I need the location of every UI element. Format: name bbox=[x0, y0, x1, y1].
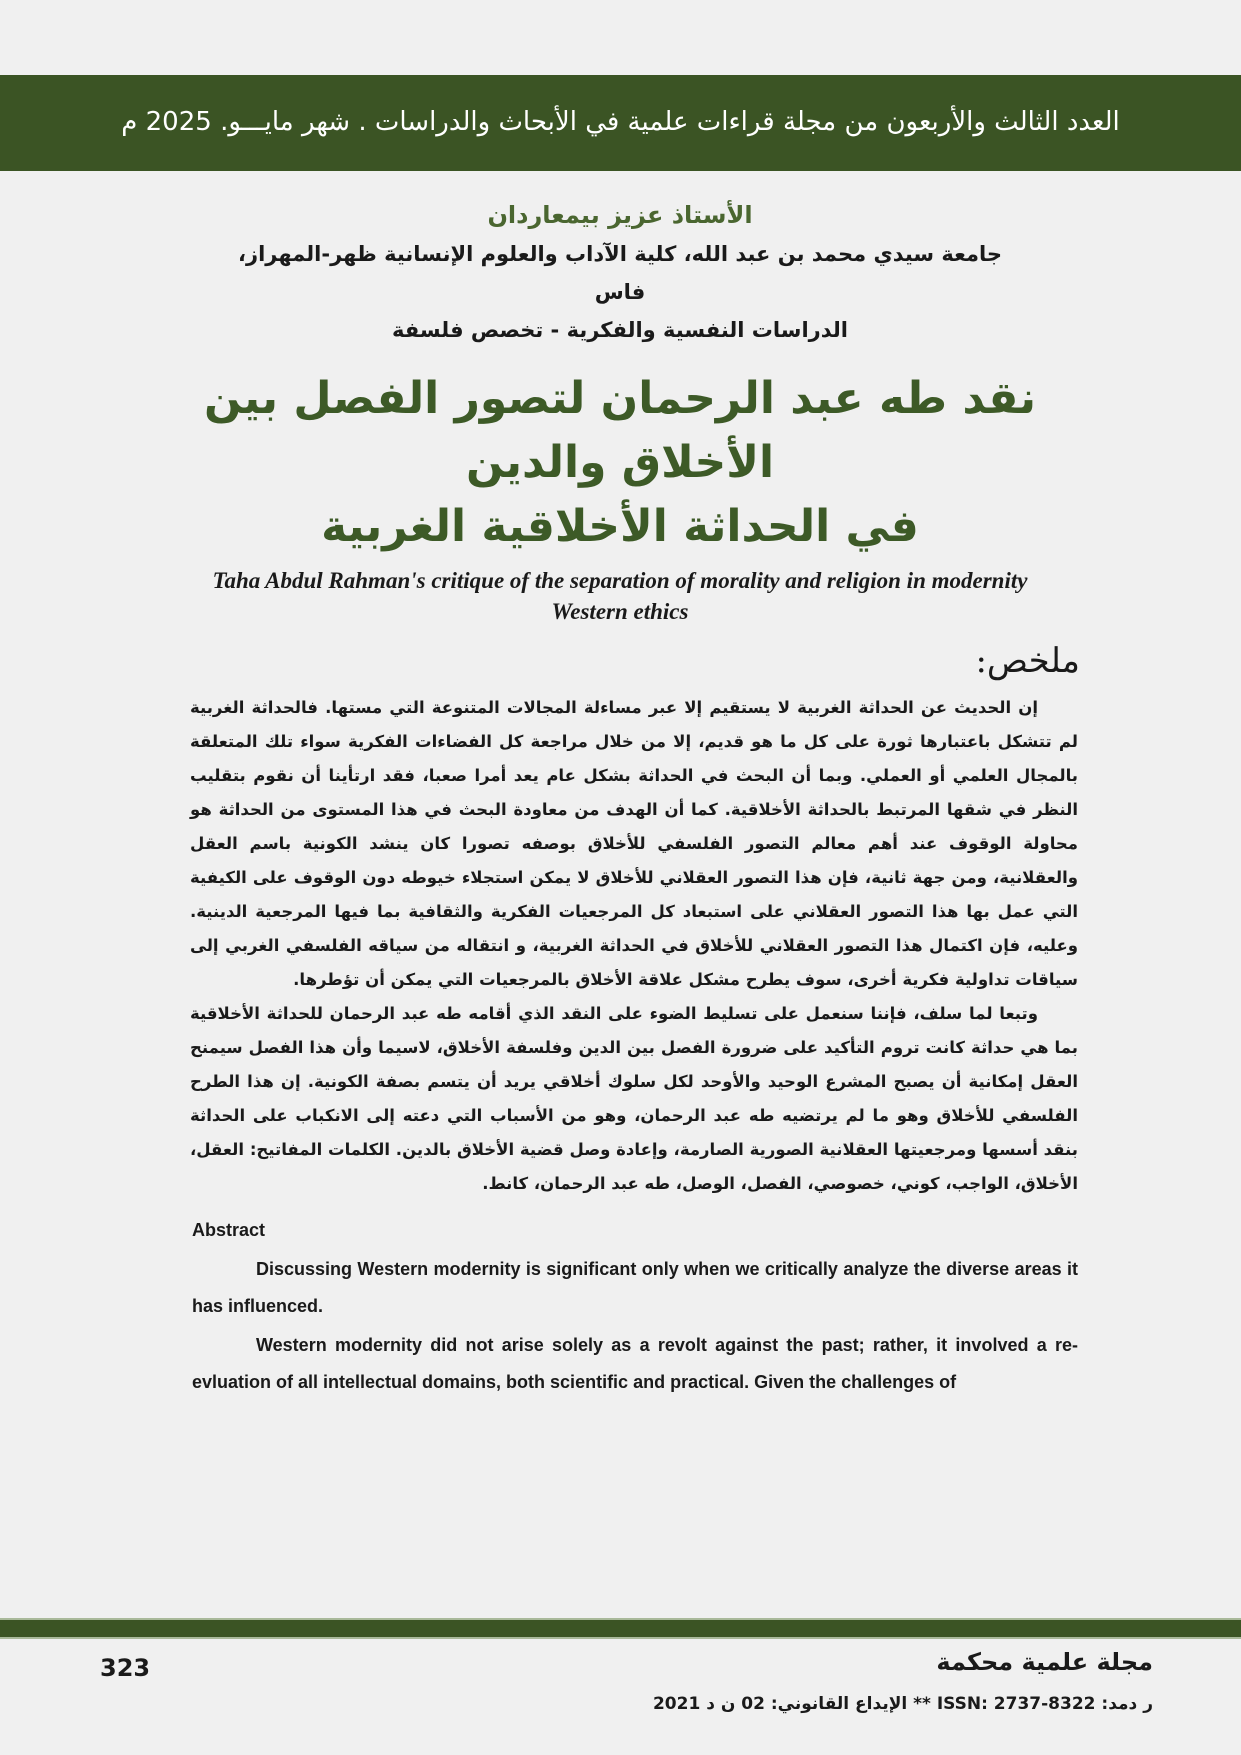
title-line-1: نقد طه عبد الرحمان لتصور الفصل بين الأخلاق والدين bbox=[203, 373, 1037, 488]
journal-header-band bbox=[0, 75, 1241, 171]
abstract-en bbox=[192, 1251, 1078, 1403]
affiliation: جامعة سيدي محمد بن عبد الله، كلية الآداب والعلوم الإنسانية ظهر-المهراز، bbox=[238, 242, 1002, 266]
page-number: 323 bbox=[100, 1654, 151, 1682]
paragraph: إن الحديث عن الحداثة الغربية لا يستقيم إلا عبر مساءلة المجالات المتنوعة التي مستها. فالحداثة الغربية لم تتشكل باعتبارها ثورة على كل ما هو قديم، إلا من خلال مراجعة كل الفضاءات الفكرية سواء تلك المتعلقة بالمجال العلمي أو العملي. وبما أن البحث في الحداثة بشكل عام يعد أمرا صعبا، فقد ارتأينا أن نقوم بتقليب النظر في شقها المرتبط بالحداثة الأخلاقية. كما أن الهدف من معاودة البحث في هذا المستوى من الحداثة هو محاولة الوقوف عند أهم معالم التصور الفلسفي للأخلاق بوصفه تصورا كان ينشد الكونية باسم العقل والعقلانية، ومن جهة ثانية، فإن هذا التصور العقلاني للأخلاق لا يمكن استجلاء خيوطه دون الوقوف على الكيفية التي عمل بها هذا التصور العقلاني على استبعاد كل المرجعيات الفكرية والثقافية بما فيها المرجعية الدينية. وعليه، فإن اكتمال هذا التصور العقلاني للأخلاق في الحداثة الغربية، و انتقاله من سياقه الفلسفي الغربي إلى سياقات تداولية فكرية أخرى، سوف يطرح مشكل علاقة الأخلاق بالمرجعيات التي يمكن أن تؤطرها. bbox=[190, 698, 1078, 989]
paragraph: وتبعا لما سلف، فإننا سنعمل على تسليط الضوء على النقد الذي أقامه طه عبد الرحمان للحداثة الأخلاقية بما هي حداثة كانت تروم التأكيد على ضرورة الفصل بين الدين وفلسفة الأخلاق، لاسيما وأن هذا الفصل سيمنح العقل إمكانية أن يصبح المشرع الوحيد والأوحد لكل سلوك أخلاقي يريد أن يتسم بصفة الكونية. إن هذا الطرح الفلسفي للأخلاق وهو ما لم يرتضيه طه عبد الرحمان، وهو من الأسباب التي دعته إلى الانكباب على الحداثة بنقد أسسها ومرجعيتها العقلانية الصورية الصارمة، وإعادة وصل قضية الأخلاق بالدين. الكلمات المفاتيح: العقل، الأخلاق، الواجب، كوني، خصوصي، الفصل، الوصل، طه عبد الرحمان، كانط. bbox=[190, 1004, 1078, 1193]
issue-line: العدد الثالث والأربعون من مجلة قراءات علمية في الأبحاث والدراسات . شهر مايـــو. 2025 م bbox=[121, 107, 1120, 138]
author-block bbox=[150, 195, 1090, 349]
author-name: الأستاذ عزيز بيمعاردان bbox=[487, 201, 753, 229]
footer-band bbox=[0, 1618, 1241, 1639]
abstract-ar bbox=[190, 691, 1078, 1201]
abstract-heading-en: Abstract bbox=[192, 1220, 266, 1240]
issn-line: ر دمد: ISSN: 2737-8322 ** الإيداع القانوني: 02 ن د 2021 bbox=[652, 1694, 1153, 1714]
article-title bbox=[150, 367, 1090, 559]
title-line-2: في الحداثة الأخلاقية الغربية bbox=[321, 501, 919, 552]
abstract-heading-ar: ملخص: bbox=[975, 641, 1080, 681]
article-content bbox=[150, 195, 1090, 1403]
specialty: الدراسات النفسية والفكرية - تخصص فلسفة bbox=[392, 318, 848, 342]
affiliation-city: فاس bbox=[594, 280, 646, 304]
english-title: Taha Abdul Rahman's critique of the separation of morality and religion in modernity Western ethics bbox=[212, 568, 1028, 624]
paragraph: Western modernity did not arise solely as a revolt against the past; rather, it involved a re-evluation of all intellectual domains, both scientific and practical. Given the challenges of bbox=[192, 1335, 1078, 1392]
paragraph: Discussing Western modernity is significant only when we critically analyze the diverse areas it has influenced. bbox=[192, 1259, 1078, 1316]
journal-label: مجلة علمية محكمة bbox=[936, 1648, 1153, 1676]
